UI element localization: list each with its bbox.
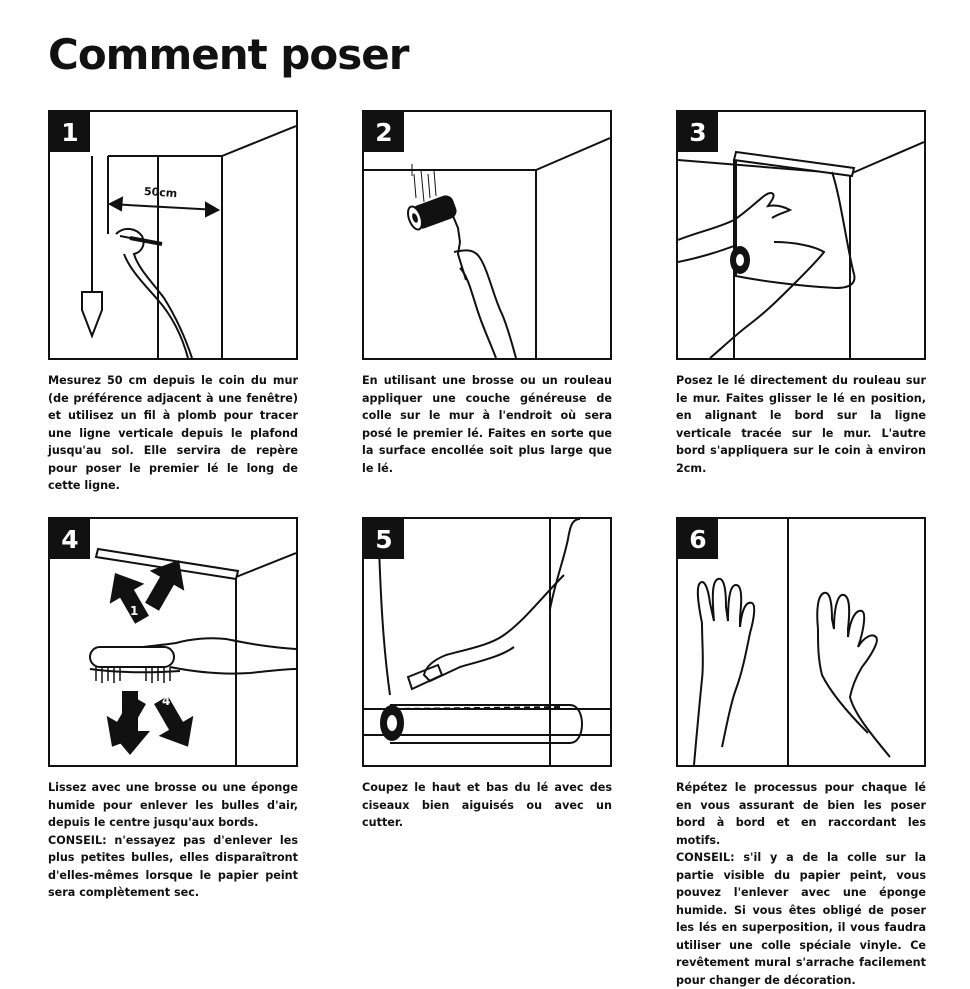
step-text: Mesurez 50 cm depuis le coin du mur (de préférence adjacent à une fenêtre) et utilisez un fil à plomb pour tracer une ligne verticale depuis le plafond jusqu'au sol. Elle servira de repère pour poser le premier lé le long de cette ligne. — [48, 374, 298, 492]
arrow-label: 5 — [162, 612, 171, 626]
step-5-illustration — [362, 517, 612, 767]
step-description — [48, 779, 298, 902]
step-description — [48, 372, 298, 495]
measure-label: 50cm — [143, 184, 178, 201]
step-number: 4 — [50, 519, 90, 559]
step-number: 6 — [678, 519, 718, 559]
step-text: Posez le lé directement du rouleau sur le mur. Faites glisser le lé en position, en alignant le bord sur la ligne verticale tracée sur le mur. L'autre bord s'appliquera sur le coin à environ 2cm. — [676, 374, 926, 475]
page-title: Comment poser — [48, 30, 409, 79]
step-number: 3 — [678, 112, 718, 152]
step-description — [362, 372, 612, 477]
step-number: 5 — [364, 519, 404, 559]
arrow-label: 3 — [102, 694, 111, 708]
step-3-illustration — [676, 110, 926, 360]
step-1-illustration — [48, 110, 298, 360]
arrow-label: 4 — [162, 694, 171, 708]
step-description — [676, 779, 926, 989]
step-4-illustration — [48, 517, 298, 767]
step-number: 2 — [364, 112, 404, 152]
arrow-label: 1 — [130, 604, 139, 618]
step-tip: CONSEIL: n'essayez pas d'enlever les plus petites bulles, elles disparaîtront d'elles-mêmes lorsque le papier peint sera complètement sec. — [48, 833, 298, 899]
step-description — [362, 779, 612, 832]
step-text: En utilisant une brosse ou un rouleau appliquer une couche généreuse de colle sur le mur à l'endroit où sera posé le premier lé. Faites en sorte que la surface encollée soit plus large que le lé. — [362, 374, 612, 475]
step-text: Répétez le processus pour chaque lé en vous assurant de bien les poser bord à bord et en raccordant les motifs. — [676, 781, 926, 847]
step-text: Coupez le haut et bas du lé avec des ciseaux bien aiguisés ou avec un cutter. — [362, 781, 612, 829]
step-text: Lissez avec une brosse ou une éponge humide pour enlever les bulles d'air, depuis le centre jusqu'aux bords. — [48, 781, 298, 829]
step-tip: CONSEIL: s'il y a de la colle sur la partie visible du papier peint, vous pouvez l'enlever avec une éponge humide. Si vous êtes obligé de poser les lés en superposition, il vous faudra utiliser une colle spéciale vinyle. Ce revêtement mural s'arrache facilement pour changer de décoration. — [676, 851, 926, 987]
step-6-illustration — [676, 517, 926, 767]
step-2-illustration — [362, 110, 612, 360]
arrow-label: 2 — [102, 612, 111, 626]
step-number: 1 — [50, 112, 90, 152]
step-description — [676, 372, 926, 477]
